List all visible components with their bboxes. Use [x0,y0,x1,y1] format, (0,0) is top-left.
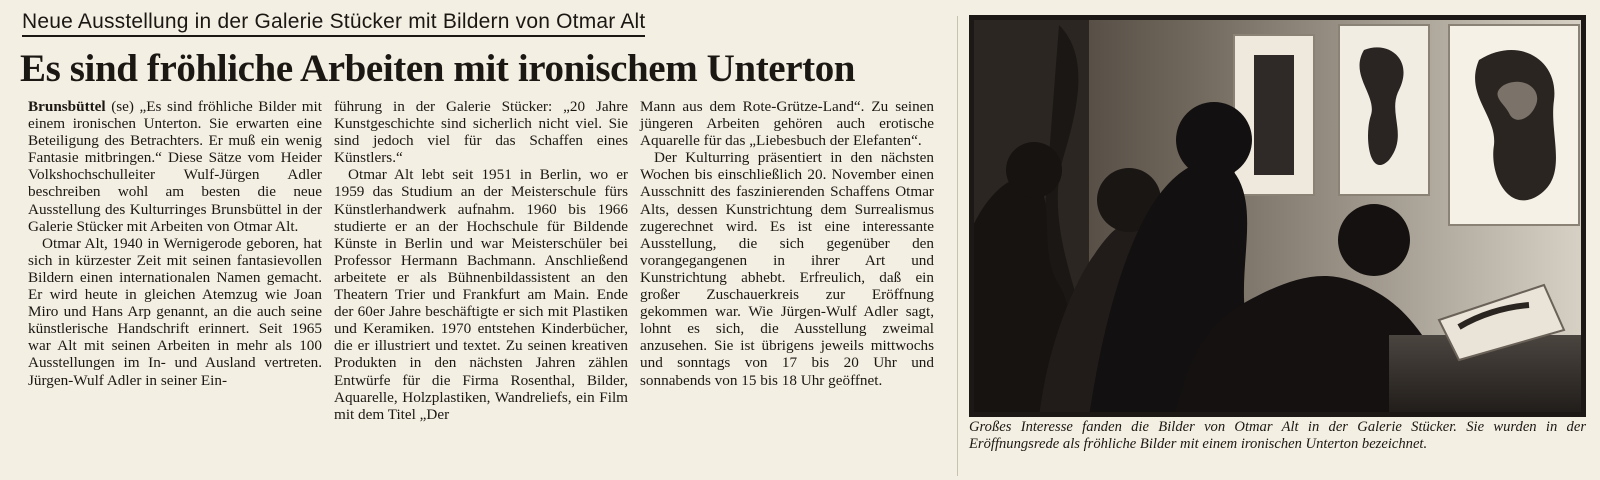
col1-para2: Otmar Alt, 1940 in Wernigerode geboren, hat sich in kürzester Zeit mit seinen fantasievollen Bildern einen internationalen Namen gemacht. Er wird heute in gleichen Atemzug wie Joan Miro und Hans Arp genannt, an die auch seine künstlerische Handschrift erinnert. Seit 1965 war Alt mit seinen Arbeiten in mehr als 100 Ausstellungen im In- und Ausland vertreten. Jürgen-Wulf Adler in seiner Ein- [28,234,322,389]
photo-caption: Großes Interesse fanden die Bilder von Otmar Alt in der Galerie Stücker. Sie wurden in der Eröffnungsrede als fröhliche Bilder mit einem ironischen Unterton bezeichnet. [969,419,1586,452]
kicker-line: Neue Ausstellung in der Galerie Stücker mit Bildern von Otmar Alt [22,10,645,37]
column-divider [957,16,958,476]
col2-para1: führung in der Galerie Stücker: „20 Jahre Kunstgeschichte sind sicherlich nicht viel. Sie sind jedoch viel für das Schaffen eines Künstlers.“ [334,98,628,167]
article-column-1 [28,98,322,389]
col3-para2: Der Kulturring präsentiert in den nächsten Wochen bis einschließlich 20. November einen Ausschnitt des faszinierenden Schaffens Otmar Alts, dessen Kunstrichtung dem Surrealismus zugerechnet wird. Es ist eine interessante Ausstellung, die sich gegenüber den vorangegangenen in ihrer Art und Kunstrichtung abhebt. Erfreulich, daß ein großer Zuschauerkreis zur Eröffnung gekommen war. Wie Jürgen-Wulf Adler sagt, lohnt es sich, die Ausstellung zweimal anzusehen. Sie ist übrigens jeweils mittwochs und sonntags von 17 bis 20 Uhr und sonnabends von 15 bis 18 Uhr geöffnet. [640,149,934,389]
col1-para1-text: (se) „Es sind fröhliche Bilder mit einem ironischen Unterton. Sie erwarten eine Beteiligung des Betrachters. Er muß ein wenig Fantasie mitbringen.“ Diese Sätze vom Heider Volkshochschulleiter Wulf-Jürgen Adler beschreiben wohl am besten die neue Ausstellung des Kulturringes Brunsbüttel in der Galerie Stücker mit Arbeiten von Otmar Alt. [28,98,322,235]
news-photo [969,15,1586,417]
headline: Es sind fröhliche Arbeiten mit ironischem Unterton [20,47,856,90]
article-column-2 [334,98,628,423]
gallery-photo-illustration [969,15,1586,417]
article-column-3 [640,98,934,389]
dateline: Brunsbüttel [28,98,106,115]
col3-para1: Mann aus dem Rote-Grütze-Land“. Zu seinen jüngeren Arbeiten gehören auch erotische Aquarelle für das „Liebesbuch der Elefanten“. [640,98,934,150]
col2-para2: Otmar Alt lebt seit 1951 in Berlin, wo er 1959 das Studium an der Meisterschule fürs Künstlerhandwerk aufnahm. 1960 bis 1966 studierte er an der Hochschule für Bildende Künste in Berlin und war Meisterschüler bei Professor Hermann Bachmann. Anschließend arbeitete er als Bühnenbildassistent an den Theatern Trier und Frankfurt am Main. Ende der 60er Jahre beschäftigte er sich mit Plastiken und Keramiken. 1970 entstehen Kinderbücher, die er illustriert und textet. Zu seinen kreativen Produkten in den nächsten Jahren zählen Entwürfe für die Firma Rosenthal, Bilder, Aquarelle, Holzplastiken, Wandreliefs, ein Film mit dem Titel „Der [334,166,628,423]
